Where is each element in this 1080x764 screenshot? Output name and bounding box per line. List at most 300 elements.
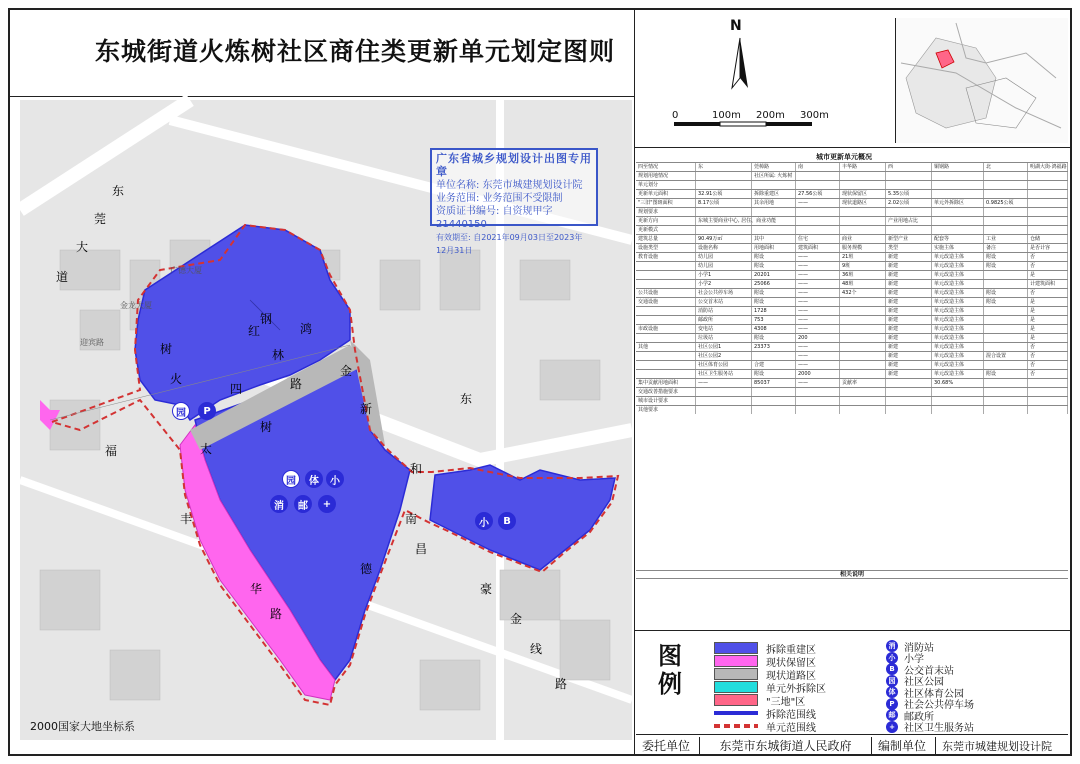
- legend-label: 现状保留区: [766, 657, 816, 669]
- table-cell: 单元改造主体: [932, 352, 984, 360]
- legend-icon-label: 社区公园: [904, 677, 944, 688]
- table-cell: 单元改造主体: [932, 343, 984, 351]
- table-cell: [932, 226, 984, 234]
- table-cell: [696, 172, 752, 180]
- table-cell: [752, 217, 796, 225]
- table-cell: [984, 172, 1028, 180]
- legend-label: 拆除范围线: [766, 709, 816, 721]
- table-cell: [840, 181, 886, 189]
- table-cell: [984, 325, 1028, 333]
- table-cell: 现状道路区: [840, 199, 886, 207]
- table-cell: 贡献率: [840, 379, 886, 387]
- table-cell: 新建: [886, 307, 932, 315]
- table-cell: [932, 208, 984, 216]
- table-cell: 规划要求: [636, 208, 696, 216]
- table-cell: [1028, 208, 1068, 216]
- table-cell: 48班: [840, 280, 886, 288]
- table-row: [636, 207, 1068, 216]
- table-cell: 27.56公顷: [796, 190, 840, 198]
- stamp-line-4: 有效期至: 自2021年09月03日至2023年12月31日: [436, 233, 583, 255]
- table-cell: 附设: [984, 253, 1028, 261]
- table-cell: ——: [796, 280, 840, 288]
- table-cell: 规划用地情况: [636, 172, 696, 180]
- map-label-yingbin: 迎宾路: [80, 338, 104, 347]
- table-cell: [696, 181, 752, 189]
- table-cell: [932, 172, 984, 180]
- table-cell: [984, 406, 1028, 414]
- table-cell: [796, 397, 840, 405]
- table-cell: [840, 172, 886, 180]
- table-cell: 新建: [886, 352, 932, 360]
- table-cell: [886, 181, 932, 189]
- map-label-east: 东: [112, 184, 125, 198]
- table-cell: [886, 172, 932, 180]
- table-cell: [636, 361, 696, 369]
- table-cell: 新建: [886, 271, 932, 279]
- table-cell: 新建: [886, 370, 932, 378]
- legend-icon-label: 邮政所: [904, 711, 934, 723]
- table-cell: [1028, 388, 1068, 396]
- table-cell: ——: [796, 298, 840, 306]
- scale-bar: [672, 110, 829, 128]
- design-stamp: [430, 148, 598, 255]
- table-row: [636, 261, 1068, 270]
- table-cell: 明湖大街·鸿福路: [1030, 164, 1067, 170]
- table-cell: 单元外拆除区: [932, 199, 984, 207]
- table-cell: 公共设施: [636, 289, 696, 297]
- table-cell: 单元改造主体: [932, 271, 984, 279]
- legend-icon-label: 消防站: [904, 642, 934, 654]
- table-cell: ——: [796, 289, 840, 297]
- table-cell: [1028, 217, 1068, 225]
- table-cell: ——: [796, 352, 840, 360]
- table-row: [636, 351, 1068, 360]
- bus-terminal-icon[interactable]: B: [498, 512, 516, 530]
- table-cell: 90.49万㎡: [696, 235, 752, 243]
- table-cell: [796, 226, 840, 234]
- table-title: 城市更新单元概况: [816, 153, 872, 161]
- stamp-head: 广东省城乡规划设计出图专用章: [436, 152, 592, 178]
- post-office-icon[interactable]: 邮: [294, 495, 312, 513]
- table-cell: [796, 181, 840, 189]
- table-cell: 是: [1028, 271, 1068, 279]
- table-cell: 32.91公顷: [696, 190, 752, 198]
- table-cell: 交通改善措施要求: [636, 388, 696, 396]
- map-label-he: 和: [410, 462, 423, 476]
- table-cell: 现状保留区: [840, 190, 886, 198]
- table-cell: [796, 172, 840, 180]
- table-row: [636, 342, 1068, 351]
- table-cell: ——: [796, 199, 840, 207]
- table-cell: 其中: [752, 235, 796, 243]
- legend-icon: 园: [886, 675, 898, 687]
- scale-tick-300: 300m: [800, 110, 829, 121]
- table-cell: ——: [696, 379, 752, 387]
- table-cell: 社区公园1: [696, 343, 752, 351]
- table-cell: 产业用地占比: [886, 217, 932, 225]
- table-cell: 0.9825公顷: [984, 199, 1028, 207]
- table-cell: 商业: [840, 235, 886, 243]
- legend: [636, 632, 1068, 732]
- map-label-si: 四: [230, 382, 243, 396]
- legend-label: 现状道路区: [766, 670, 816, 682]
- table-cell: 36班: [840, 271, 886, 279]
- table-cell: 更新方向: [636, 217, 696, 225]
- table-cell: [932, 388, 984, 396]
- table-row: [636, 369, 1068, 378]
- table-cell: [840, 397, 886, 405]
- table-cell: 其余用地: [752, 199, 796, 207]
- notes-head: 相关说明: [636, 570, 1068, 579]
- table-cell: 其他要求: [636, 406, 696, 414]
- map-label-hong: 鸿: [300, 322, 313, 336]
- legend-divider: [635, 630, 1070, 631]
- client-label: 委托单位: [636, 737, 700, 754]
- table-row: [636, 198, 1068, 207]
- table-cell: 更新单元面积: [636, 190, 696, 198]
- table-cell: 否: [1028, 352, 1068, 360]
- table-row: [636, 243, 1068, 252]
- map-label-da: 大: [76, 240, 89, 254]
- legend-icon: 邮: [886, 709, 898, 721]
- table-cell: 20201: [752, 271, 796, 279]
- table-cell: [840, 361, 886, 369]
- table-cell: [840, 298, 886, 306]
- table-cell: 新建: [886, 280, 932, 288]
- table-cell: [796, 208, 840, 216]
- table-cell: 新建: [886, 262, 932, 270]
- legend-icon: 消: [886, 640, 898, 652]
- table-cell: 附设: [752, 334, 796, 342]
- table-cell: 教育设施: [636, 253, 696, 261]
- table-cell: 附设: [752, 262, 796, 270]
- map-label-steel: 钢: [260, 312, 273, 326]
- table-cell: ——: [796, 361, 840, 369]
- table-cell: 设施类型: [636, 244, 696, 252]
- table-cell: [984, 271, 1028, 279]
- table-cell: [984, 226, 1028, 234]
- table-cell: 小学1: [696, 271, 752, 279]
- table-cell: 85037: [752, 379, 796, 387]
- map-label-lu: 路: [270, 607, 283, 621]
- table-cell: [696, 406, 752, 414]
- legend-icon: 体: [886, 686, 898, 698]
- table-row: [636, 171, 1068, 180]
- table-cell: [752, 397, 796, 405]
- table-cell: [984, 334, 1028, 342]
- table-cell: [636, 271, 696, 279]
- table-cell: [840, 334, 886, 342]
- table-cell: 莞樟路: [752, 163, 796, 171]
- table-cell: 23373: [752, 343, 796, 351]
- table-cell: 用地面积: [752, 244, 796, 252]
- map-label-gangde: 广德大厦: [170, 266, 202, 275]
- footer: [636, 734, 1068, 756]
- table-cell: [984, 307, 1028, 315]
- table-cell: [1028, 379, 1068, 387]
- table-cell: 丰华路: [840, 163, 886, 171]
- table-cell: [1028, 190, 1068, 198]
- table-cell: 更新模式: [636, 226, 696, 234]
- table-cell: 9班: [840, 262, 886, 270]
- table-cell: 单元划分: [636, 181, 696, 189]
- table-cell: [796, 217, 840, 225]
- fire-station-icon[interactable]: 消: [270, 495, 288, 513]
- table-cell: [840, 226, 886, 234]
- table-cell: 住宅: [796, 235, 840, 243]
- table-cell: [1028, 199, 1068, 207]
- legend-label: 拆除重建区: [766, 644, 816, 656]
- table-cell: 社区卫生服务站: [696, 370, 752, 378]
- table-body: [636, 162, 1068, 414]
- table-cell: 附设: [984, 289, 1028, 297]
- map-label-dao: 道: [56, 270, 69, 284]
- table-cell: [1028, 397, 1068, 405]
- legend-label: "三地"区: [766, 696, 806, 708]
- school-icon[interactable]: 小: [326, 470, 344, 488]
- table-cell: 是否计容: [1028, 244, 1068, 252]
- table-row: [636, 297, 1068, 306]
- table-cell: 否: [1028, 262, 1068, 270]
- location-inset-map: [895, 18, 1067, 143]
- north-arrow: [720, 18, 760, 108]
- table-cell: 消防站: [696, 307, 752, 315]
- table-cell: 否: [1028, 253, 1068, 261]
- table-row: [636, 387, 1068, 396]
- table-cell: 仓储: [1028, 235, 1068, 243]
- table-cell: 社区公园2: [696, 352, 752, 360]
- table-cell: 753: [752, 316, 796, 324]
- table-cell: 变电站: [696, 325, 752, 333]
- table-cell: [840, 208, 886, 216]
- table-cell: 新建: [886, 334, 932, 342]
- legend-icon: 小: [886, 652, 898, 664]
- table-row: [636, 306, 1068, 315]
- map-label-road: 路: [290, 377, 303, 391]
- table-cell: 单元改造主体: [932, 316, 984, 324]
- map-label-xian: 线: [530, 642, 543, 656]
- map-label-tree: 树: [160, 342, 173, 356]
- table-cell: 附设: [752, 370, 796, 378]
- legend-item: [714, 718, 816, 734]
- table-cell: [636, 307, 696, 315]
- table-cell: 新建: [886, 343, 932, 351]
- table-cell: 社区所属: 火炼树: [752, 172, 796, 180]
- table-cell: [886, 388, 932, 396]
- table-cell: [932, 217, 984, 225]
- map-label-xin: 新: [360, 402, 373, 416]
- table-cell: [984, 181, 1028, 189]
- legend-title: 图例: [658, 642, 682, 698]
- legend-icon-label: 社区卫生服务站: [904, 723, 974, 734]
- table-cell: 四至情况: [636, 163, 696, 171]
- table-cell: 否: [1028, 289, 1068, 297]
- table-cell: ——: [796, 343, 840, 351]
- legend-icon: P: [886, 698, 898, 710]
- parking-icon[interactable]: P: [198, 402, 216, 420]
- table-cell: 单元改造主体: [932, 298, 984, 306]
- scale-tick-0: 0: [672, 110, 679, 121]
- table-cell: 5.35公顷: [886, 190, 932, 198]
- table-cell: [886, 397, 932, 405]
- table-cell: [696, 208, 752, 216]
- table-cell: [984, 397, 1028, 405]
- table-cell: 北: [984, 163, 1028, 171]
- table-cell: 单元改造主体: [932, 361, 984, 369]
- table-cell: 单元改造主体: [932, 253, 984, 261]
- overview-table: [636, 148, 1068, 608]
- legend-icon-item: [886, 719, 974, 735]
- table-cell: 备注: [984, 244, 1028, 252]
- table-cell: 设施名称: [696, 244, 752, 252]
- table-row: [636, 396, 1068, 405]
- table-cell: [984, 190, 1028, 198]
- map-label-jinlong: 金龙大厦: [120, 301, 152, 310]
- table-cell: 2000: [796, 370, 840, 378]
- park-icon[interactable]: 园: [172, 402, 190, 420]
- table-cell: [696, 226, 752, 234]
- table-cell: [636, 334, 696, 342]
- table-cell: 城市设计要求: [636, 397, 696, 405]
- school-2-icon[interactable]: 小: [475, 512, 493, 530]
- table-cell: 单元改造主体: [932, 334, 984, 342]
- map-label-lin: 林: [272, 348, 285, 362]
- table-cell: [752, 406, 796, 414]
- table-cell: [932, 406, 984, 414]
- table-cell: [752, 208, 796, 216]
- legend-icon-label: 社区体育公园: [904, 688, 964, 700]
- sports-icon[interactable]: 体: [305, 470, 323, 488]
- table-cell: 4308: [752, 325, 796, 333]
- map-label-hong2: 红: [248, 324, 261, 338]
- table-cell: [840, 343, 886, 351]
- table-cell: 单元改造主体: [932, 289, 984, 297]
- north-label: N: [730, 18, 742, 34]
- table-cell: [636, 316, 696, 324]
- table-cell: 建筑面积: [796, 244, 840, 252]
- table-row: [636, 225, 1068, 234]
- table-cell: ——: [796, 253, 840, 261]
- table-cell: 200: [796, 334, 840, 342]
- table-row: [636, 333, 1068, 342]
- table-cell: 邮政所: [696, 316, 752, 324]
- table-cell: [1028, 172, 1068, 180]
- table-cell: 新建: [886, 325, 932, 333]
- map-label-tai: 太: [200, 442, 213, 456]
- table-cell: 南: [796, 163, 840, 171]
- title-divider: [10, 96, 635, 97]
- table-cell: [1028, 406, 1068, 414]
- table-cell: 交通设施: [636, 298, 696, 306]
- map-divider: [634, 10, 635, 756]
- notes-section: [636, 570, 1068, 579]
- table-cell: 新建: [886, 361, 932, 369]
- table-cell: 附设: [752, 289, 796, 297]
- table-cell: "三旧"图斑面积: [636, 199, 696, 207]
- table-cell: 工业: [984, 235, 1028, 243]
- table-cell: 是: [1028, 325, 1068, 333]
- table-row: [636, 216, 1068, 225]
- table-cell: [840, 406, 886, 414]
- map-label-de: 德: [360, 562, 373, 576]
- map-label-huo: 火: [170, 372, 183, 386]
- table-row: [636, 315, 1068, 324]
- table-row: [636, 162, 1068, 171]
- scale-tick-100: 100m: [712, 110, 741, 121]
- legend-icon: B: [886, 663, 898, 675]
- table-cell: ——: [796, 325, 840, 333]
- table-cell: [886, 379, 932, 387]
- table-cell: 附设: [984, 298, 1028, 306]
- table-cell: 8.17公顷: [696, 199, 752, 207]
- table-cell: 否: [1028, 361, 1068, 369]
- table-cell: [984, 316, 1028, 324]
- stamp-line-3: 资质证书编号: 自资规甲字21440150: [436, 206, 553, 230]
- coordinate-system: 2000国家大地坐标系: [30, 720, 135, 733]
- table-row: [636, 324, 1068, 333]
- map-label-east2: 东: [460, 392, 473, 406]
- clinic-icon[interactable]: +: [318, 495, 336, 513]
- table-cell: [984, 388, 1028, 396]
- table-cell: 是: [1028, 316, 1068, 324]
- table-cell: 附设: [984, 370, 1028, 378]
- table-cell: 否: [1028, 343, 1068, 351]
- table-row: [636, 180, 1068, 189]
- map-label-guan: 莞: [94, 212, 107, 226]
- table-cell: 单元改造主体: [932, 307, 984, 315]
- scale-bar-icon: [672, 122, 820, 138]
- table-cell: [932, 190, 984, 198]
- table-cell: [752, 181, 796, 189]
- table-cell: 是: [1028, 307, 1068, 315]
- map-label-hua: 华: [250, 582, 263, 596]
- table-cell: 西: [886, 163, 932, 171]
- table-cell: [840, 307, 886, 315]
- table-cell: 建筑总量: [636, 235, 696, 243]
- table-row: [636, 189, 1068, 198]
- table-cell: ——: [796, 307, 840, 315]
- table-cell: 东城主要商业中心, 居住、商业功能: [698, 218, 777, 224]
- table-cell: 附设: [752, 298, 796, 306]
- table-cell: 单元改造主体: [932, 325, 984, 333]
- table-cell: 2.02公顷: [886, 199, 932, 207]
- table-cell: 拆除重建区: [752, 190, 796, 198]
- map-label-feng: 丰: [180, 512, 193, 526]
- table-cell: 附设: [984, 262, 1028, 270]
- sports-park-icon[interactable]: 园: [282, 470, 300, 488]
- table-cell: [840, 217, 886, 225]
- table-cell: 幼儿园: [696, 253, 752, 261]
- table-cell: [752, 388, 796, 396]
- table-cell: [636, 262, 696, 270]
- table-row: [636, 288, 1068, 297]
- table-cell: [932, 181, 984, 189]
- table-cell: [696, 397, 752, 405]
- table-row: [636, 405, 1068, 414]
- table-cell: 是: [1028, 334, 1068, 342]
- table-cell: [886, 226, 932, 234]
- table-cell: [840, 370, 886, 378]
- table-cell: [636, 280, 696, 288]
- map-label-hao: 豪: [480, 582, 493, 596]
- legend-icon-label: 公交首末站: [904, 665, 954, 677]
- table-cell: [886, 406, 932, 414]
- table-cell: [984, 361, 1028, 369]
- designer-name: 东莞市城建规划设计院: [942, 739, 1052, 753]
- table-cell: [840, 388, 886, 396]
- map-label-nan: 南: [405, 512, 418, 526]
- table-cell: 社会公共停车场: [696, 289, 752, 297]
